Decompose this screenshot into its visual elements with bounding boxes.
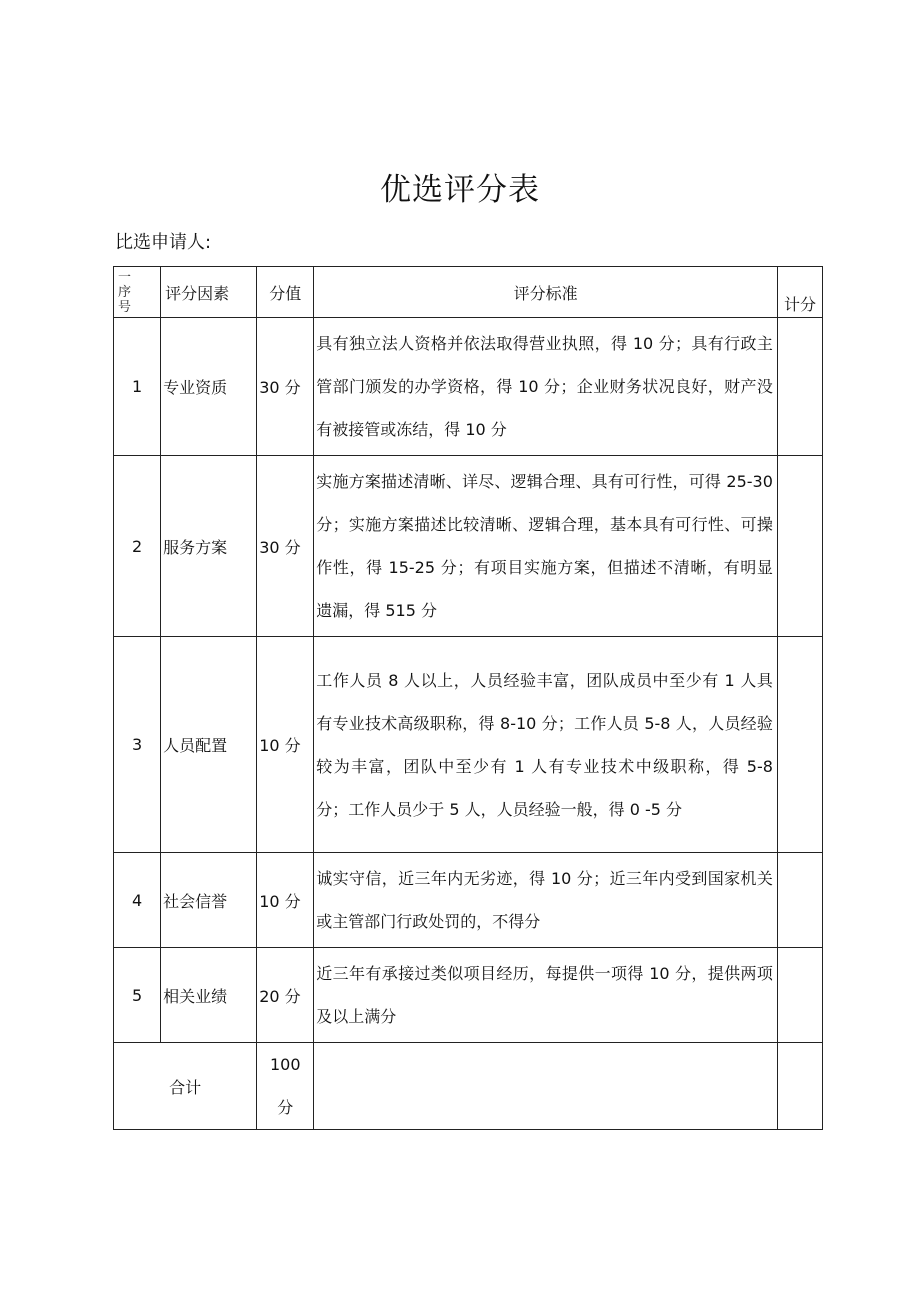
row-tally-cell bbox=[777, 637, 822, 853]
table-total-row bbox=[114, 1043, 823, 1130]
table-row bbox=[114, 318, 823, 456]
row-tally-cell bbox=[777, 318, 822, 456]
table-row bbox=[114, 853, 823, 948]
row-tally-cell bbox=[777, 853, 822, 948]
row-factor: 专业资质 bbox=[161, 318, 257, 456]
header-factor: 评分因素 bbox=[161, 267, 257, 318]
table-row bbox=[114, 948, 823, 1043]
header-seq bbox=[114, 267, 161, 318]
total-score bbox=[257, 1043, 314, 1130]
scoring-table bbox=[113, 266, 823, 1130]
table-header-row bbox=[114, 267, 823, 318]
row-seq: 5 bbox=[114, 948, 161, 1043]
row-factor: 相关业绩 bbox=[161, 948, 257, 1043]
row-seq: 3 bbox=[114, 637, 161, 853]
row-score: 30 分 bbox=[257, 456, 314, 637]
total-score-unit: 分 bbox=[277, 1098, 294, 1117]
row-criteria: 近三年有承接过类似项目经历，每提供一项得 10 分，提供两项及以上满分 bbox=[314, 948, 778, 1043]
row-seq: 4 bbox=[114, 853, 161, 948]
header-criteria: 评分标准 bbox=[314, 267, 778, 318]
header-score: 分值 bbox=[257, 267, 314, 318]
row-criteria: 工作人员 8 人以上，人员经验丰富，团队成员中至少有 1 人具有专业技术高级职称，得 8-10 分；工作人员 5-8 人，人员经验较为丰富，团队中至少有 1 人有专业技术中级职称，得 5-8 分；工作人员少于 5 人，人员经验一般，得 0 -5 分 bbox=[314, 637, 778, 853]
row-score: 30 分 bbox=[257, 318, 314, 456]
total-score-value: 100 bbox=[269, 1055, 301, 1074]
row-score: 10 分 bbox=[257, 637, 314, 853]
applicant-label: 比选申请人: bbox=[115, 232, 212, 253]
row-score: 10 分 bbox=[257, 853, 314, 948]
row-criteria: 具有独立法人资格并依法取得营业执照，得 10 分；具有行政主管部门颁发的办学资格，得 10 分；企业财务状况良好，财产没有被接管或冻结，得 10 分 bbox=[314, 318, 778, 456]
table-row bbox=[114, 456, 823, 637]
header-seq-line1: 序 bbox=[118, 284, 132, 300]
row-criteria: 实施方案描述清晰、详尽、逻辑合理、具有可行性，可得 25-30 分；实施方案描述比较清晰、逻辑合理，基本具有可行性、可操作性，得 15-25 分；有项目实施方案，但描述不清晰，有明显遗漏，得 515 分 bbox=[314, 456, 778, 637]
row-seq: 2 bbox=[114, 456, 161, 637]
row-seq: 1 bbox=[114, 318, 161, 456]
table-row bbox=[114, 637, 823, 853]
header-tally: 计分 bbox=[777, 267, 822, 318]
row-score: 20 分 bbox=[257, 948, 314, 1043]
row-factor: 社会信誉 bbox=[161, 853, 257, 948]
row-tally-cell bbox=[777, 456, 822, 637]
row-factor: 服务方案 bbox=[161, 456, 257, 637]
total-label: 合计 bbox=[114, 1043, 257, 1130]
header-seq-mark: 一 bbox=[118, 269, 132, 285]
total-criteria-cell bbox=[314, 1043, 778, 1130]
header-seq-line2: 号 bbox=[118, 299, 132, 315]
row-tally-cell bbox=[777, 948, 822, 1043]
total-tally-cell bbox=[777, 1043, 822, 1130]
row-criteria: 诚实守信，近三年内无劣迹，得 10 分；近三年内受到国家机关或主管部门行政处罚的，不得分 bbox=[314, 853, 778, 948]
row-factor: 人员配置 bbox=[161, 637, 257, 853]
page-title: 优选评分表 bbox=[380, 172, 540, 208]
